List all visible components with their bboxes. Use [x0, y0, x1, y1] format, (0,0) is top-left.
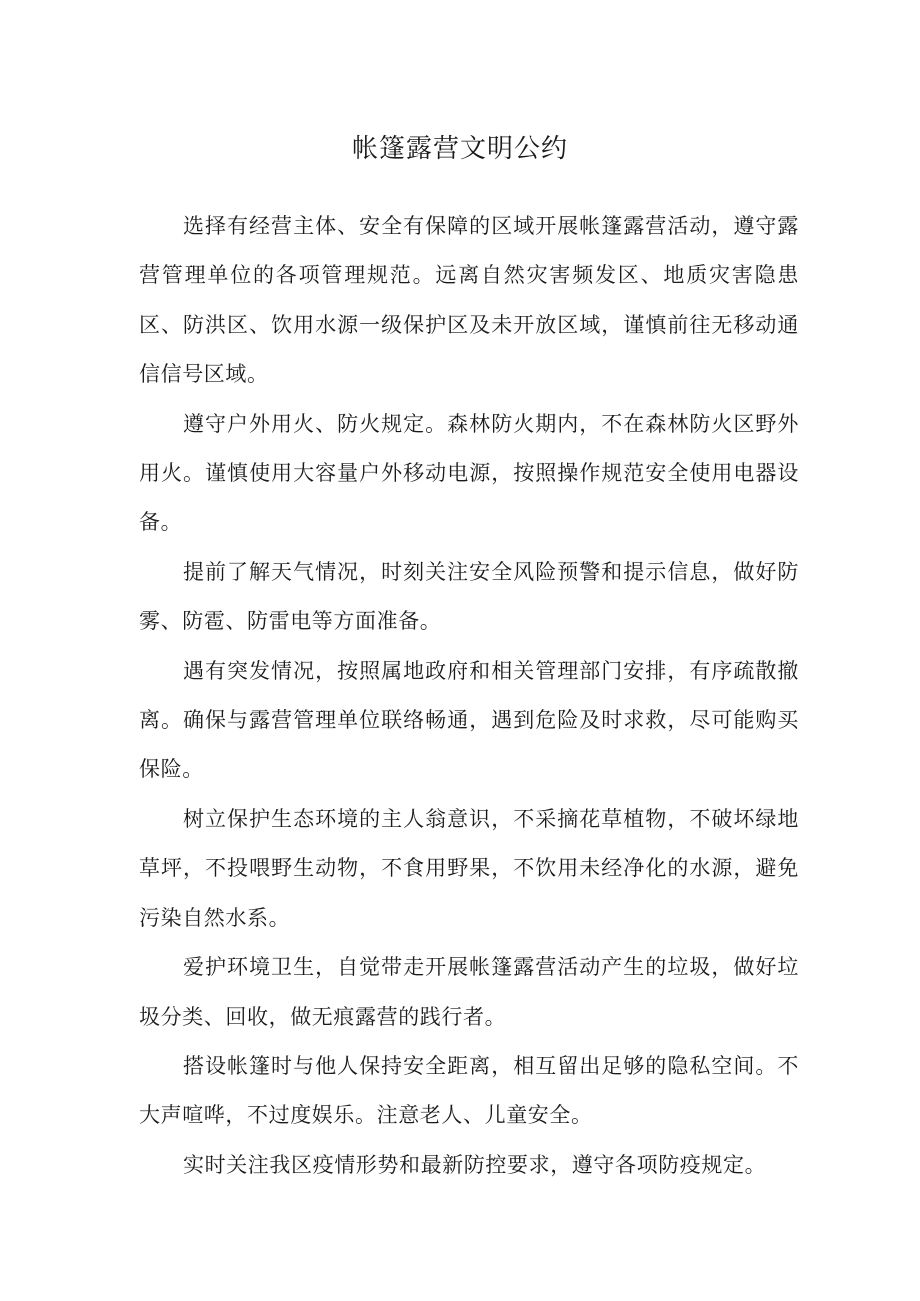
paragraph-weather: 提前了解天气情况，时刻关注安全风险预警和提示信息，做好防雾、防雹、防雷电等方面准备。: [139, 559, 799, 634]
document-title: 帐篷露营文明公约: [351, 134, 568, 164]
paragraph-ecology: 树立保护生态环境的主人翁意识，不采摘花草植物，不破坏绿地草坪，不投喂野生动物，不食用野果，不饮用未经净化的水源，避免污染自然水系。: [139, 806, 799, 930]
paragraph-fire-safety: 遵守户外用火、防火规定。森林防火期内，不在森林防火区野外用火。谨慎使用大容量户外移动电源，按照操作规范安全使用电器设备。: [139, 411, 799, 535]
paragraph-etiquette: 搭设帐篷时与他人保持安全距离，相互留出足够的隐私空间。不大声喧哗，不过度娱乐。注意老人、儿童安全。: [139, 1053, 799, 1128]
document-body: [139, 202, 799, 1190]
paragraph-hygiene: 爱护环境卫生，自觉带走开展帐篷露营活动产生的垃圾，做好垃圾分类、回收，做无痕露营的践行者。: [139, 955, 799, 1029]
paragraph-site-selection: 选择有经营主体、安全有保障的区域开展帐篷露营活动，遵守露营管理单位的各项管理规范。远离自然灾害频发区、地质灾害隐患区、防洪区、饮用水源一级保护区及未开放区域，谨慎前往无移动通信信号区域。: [139, 214, 799, 387]
paragraph-epidemic: 实时关注我区疫情形势和最新防控要求，遵守各项防疫规定。: [183, 1152, 767, 1177]
paragraph-emergency: 遇有突发情况，按照属地政府和相关管理部门安排，有序疏散撤离。确保与露营管理单位联络畅通，遇到危险及时求救，尽可能购买保险。: [139, 658, 799, 782]
